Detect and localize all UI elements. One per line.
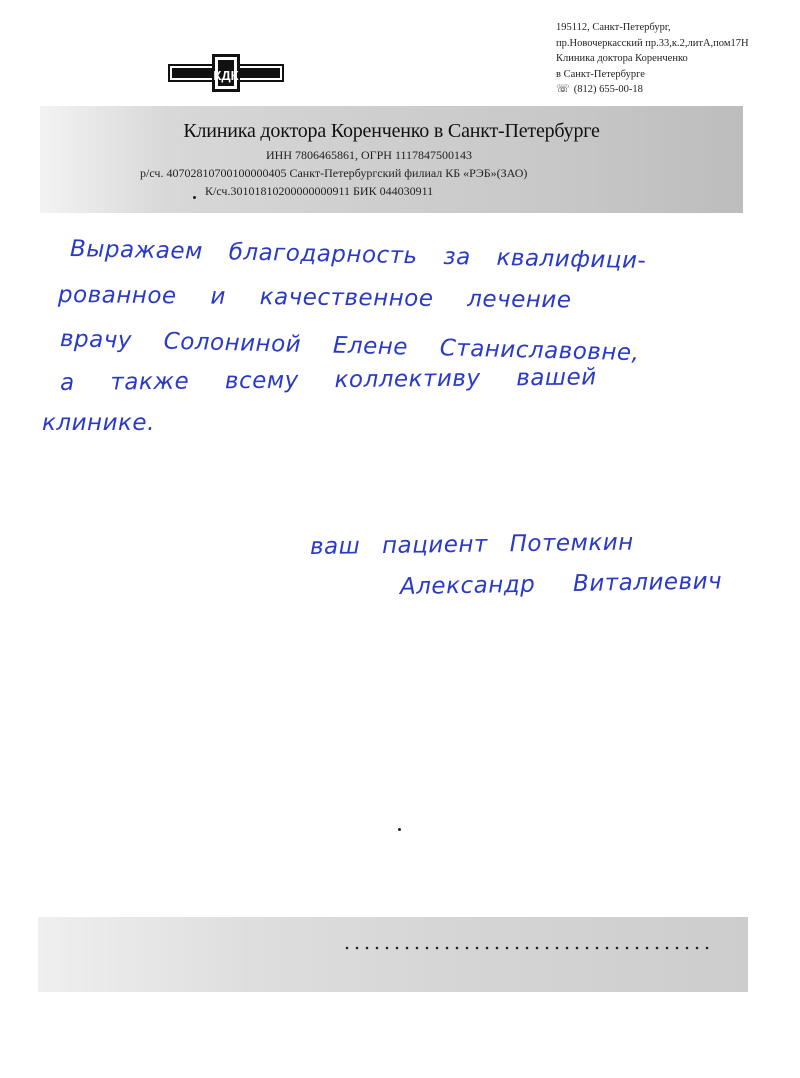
letter-line-2: рованное и качественное лечение [57,282,572,314]
letter-line-5: клинике. [42,410,155,436]
letter-line-4: а также всему коллективу вашей [59,364,597,396]
signature-line-1: ваш пациент Потемкин [309,529,634,560]
inn-ogrn: ИНН 7806465861, ОГРН 1117847500143 [266,148,473,162]
letter-line-1: Выражаем благодарность за квалифици- [69,236,647,275]
scan-speck [193,196,196,199]
address-line-street: пр.Новочеркасский пр.33,к.2,литА,пом17Н [556,37,749,49]
clinic-title: Клиника доктора Коренченко в Санкт-Петербурге [183,120,600,142]
bank-account: р/сч. 40702810700100000405 Санкт-Петербургский филиал КБ «РЭБ»(ЗАО) [140,166,528,180]
address-line-city: 195112, Санкт-Петербург, [556,22,671,33]
scan-speck [398,828,401,831]
telephone-icon: ☏ [556,83,570,95]
corr-account-bik: К/сч.30101810200000000911 БИК 044030911 [205,184,434,198]
address-line-clinic: Клиника доктора Коренченко [556,53,688,64]
letter-line-3: врачу Солониной Елене Станиславовне, [59,326,640,367]
footer-band [38,917,748,992]
address-phone [556,82,749,98]
address-line-location: в Санкт-Петербурге [556,68,645,80]
logo-text: КДК [213,68,239,83]
dotted-divider [342,946,712,950]
clinic-address-block [556,20,749,98]
clinic-logo-icon [166,50,286,95]
signature-line-2: Александр Виталиевич [399,568,723,600]
letterhead-band [40,106,743,213]
phone-number: (812) 655-00-18 [573,84,643,95]
